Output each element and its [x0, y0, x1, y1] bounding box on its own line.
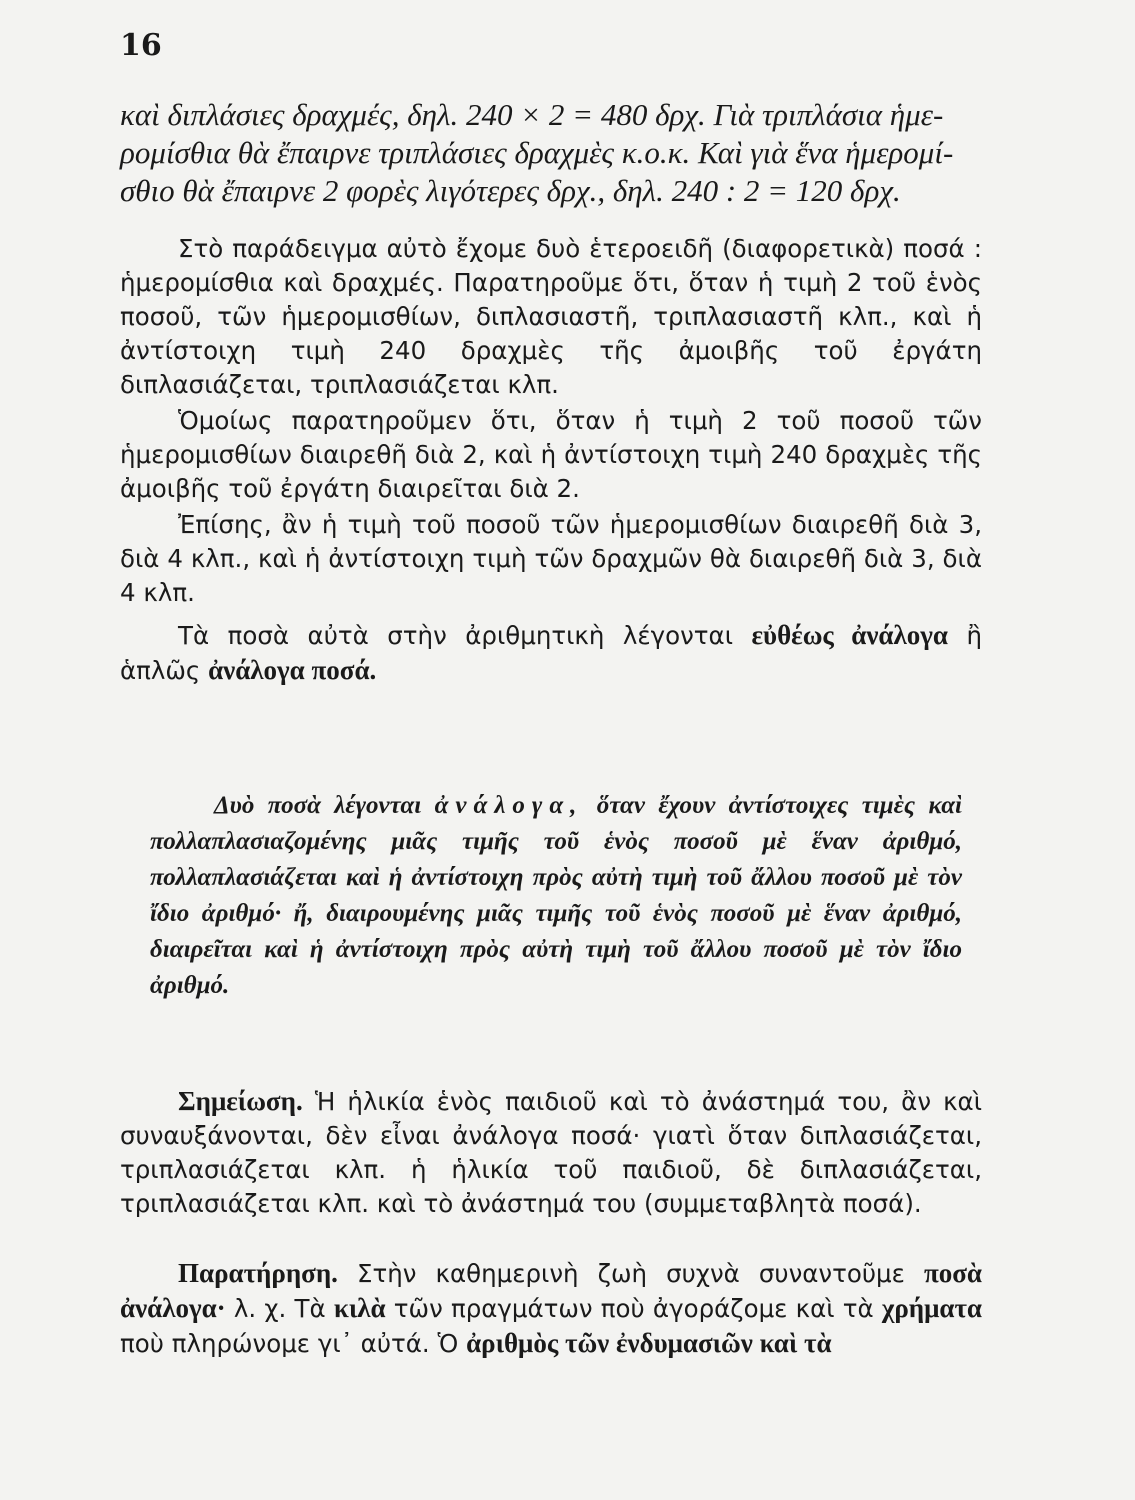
intro-italic-paragraph [120, 96, 982, 210]
note-label: Σημείωση. [178, 1086, 303, 1116]
observation-bold-1: ποσὰ ἀνάλογα· [120, 1258, 982, 1323]
example-paragraph: Στὸ παράδειγμα αὐτὸ ἔχομε δυὸ ἑτεροειδῆ (διαφορετικὰ) ποσά : ἡμερομίσθια καὶ δραχμές. Παρατηροῦμε ὅτι, ὅταν ἡ τιμὴ 2 τοῦ ἑνὸς ποσοῦ, τῶν ἡμερομισθίων, διπλασιαστῆ, τριπλασιαστῆ κλπ., καὶ ἡ ἀντίστοιχη τιμὴ 240 δραχμὲς τῆς ἀμοιβῆς τοῦ ἐργάτη διπλασιάζεται, τριπλασιάζεται κλπ. [120, 234, 982, 399]
note-paragraph [120, 1084, 982, 1221]
similarly-paragraph: Ὁμοίως παρατηροῦμεν ὅτι, ὅταν ἡ τιμὴ 2 τοῦ ποσοῦ τῶν ἡμερομισθίων διαιρεθῆ διὰ 2, καὶ ἡ ἀντίστοιχη τιμὴ 240 δραχμὲς τῆς ἀμοιβῆς τοῦ ἐργάτη διαιρεῖται διὰ 2. [120, 406, 982, 503]
observation-bold-2: κιλὰ [333, 1293, 386, 1323]
observation-text-2: λ. χ. Τὰ [233, 1294, 326, 1323]
observation-bold-4: ἀριθμὸς τῶν ἐνδυμασιῶν καὶ τὰ [466, 1328, 832, 1358]
observation-label: Παρατήρηση. [178, 1258, 338, 1288]
also-paragraph: Ἐπίσης, ἂν ἡ τιμὴ τοῦ ποσοῦ τῶν ἡμερομισθίων διαιρεθῆ διὰ 3, διὰ 4 κλπ., καὶ ἡ ἀντίστοιχη τιμὴ τῶν δραχμῶν θὰ διαιρεθῆ διὰ 3, διὰ 4 κλπ. [120, 510, 982, 607]
page-number: 16 [120, 28, 162, 63]
intro-line-2: ρομίσθια θὰ ἔπαιρνε τριπλάσιες δραχμὲς κ.ο.κ. Καὶ γιὰ ἕνα ἡμερομί- [120, 135, 954, 170]
term-proportional: ἀνάλογα ποσά. [208, 655, 377, 685]
observation-paragraph [120, 1256, 982, 1361]
intro-line-1: καὶ διπλάσιες δραχμές, δηλ. 240 × 2 = 480 δρχ. Γιὰ τριπλάσια ἡμε- [120, 97, 944, 132]
definition-spaced-term: ἀνάλογα, [434, 792, 584, 819]
observation-bold-3: χρήματα [881, 1293, 982, 1323]
term-directly-proportional: εὐθέως ἀνάλογα [751, 620, 948, 650]
named-paragraph [120, 618, 982, 688]
observation-text-3: τῶν πραγμάτων ποὺ ἀγοράζομε καὶ τὰ [393, 1294, 874, 1323]
note-text: Ἡ ἡλικία ἑνὸς παιδιοῦ καὶ τὸ ἀνάστημά του, ἂν καὶ συναυξάνονται, δὲν εἶναι ἀνάλογα ποσά· γιατὶ ὅταν διπλασιάζεται, τριπλασιάζεται κλπ. ἡ ἡλικία τοῦ παιδιοῦ, δὲ διπλασιάζεται, τριπλασιάζεται κλπ. καὶ τὸ ἀνάστημά του (συμμεταβλητὰ ποσά). [120, 1087, 982, 1218]
intro-line-3: σθιο θὰ ἔπαιρνε 2 φορὲς λιγότερες δρχ., δηλ. 240 : 2 = 120 δρχ. [120, 173, 901, 208]
definition-rest: ὅταν ἔχουν ἀντίστοιχες τιμὲς καὶ πολλαπλασιαζομένης μιᾶς τιμῆς τοῦ ἑνὸς ποσοῦ μὲ ἕναν ἀριθμό, πολλαπλασιάζεται καὶ ἡ ἀντίστοιχη πρὸς αὐτὴ τιμὴ τοῦ ἄλλου ποσοῦ μὲ τὸν ἴδιο ἀριθμό· ἤ, διαιρουμένης μιᾶς τιμῆς τοῦ ἑνὸς ποσοῦ μὲ ἕναν ἀριθμό, διαιρεῖται καὶ ἡ ἀντίστοιχη πρὸς αὐτὴ τιμὴ τοῦ ἄλλου ποσοῦ μὲ τὸν ἴδιο ἀριθμό. [150, 792, 963, 999]
observation-text-4: ποὺ πληρώνομε γι᾽ αὐτά. Ὁ [120, 1329, 459, 1358]
observation-text-1: Στὴν καθημερινὴ ζωὴ συχνὰ συναντοῦμε [357, 1259, 905, 1288]
definition-lead: Δυὸ ποσὰ λέγονται [214, 792, 422, 819]
named-middle: ἢ ἁπλῶς [120, 621, 982, 685]
definition-block [150, 788, 962, 1004]
named-text: Τὰ ποσὰ αὐτὰ στὴν ἀριθμητικὴ λέγονται [178, 621, 733, 650]
